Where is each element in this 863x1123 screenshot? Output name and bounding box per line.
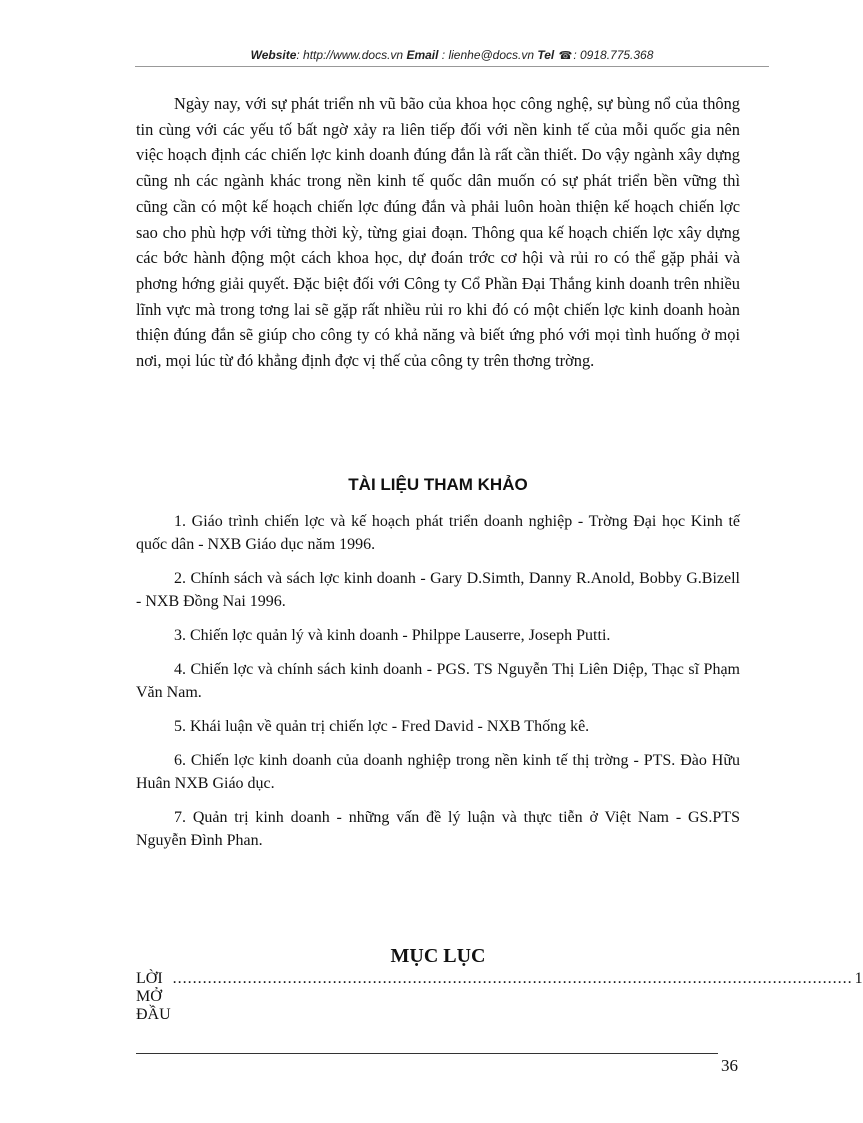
page-number: 36 xyxy=(721,1056,738,1075)
reference-item: 3. Chiến lợc quản lý và kinh doanh - Philppe Lauserre, Joseph Putti. xyxy=(174,627,611,644)
body-paragraph: Ngày nay, với sự phát triển nh vũ bão của khoa học công nghệ, sự bùng nổ của thông tin cùng với các yếu tố bất ngờ xảy ra liên tiếp đối với nền kinh tế của mỗi quốc gia nên việc hoạch định các chiến lợc kinh doanh đúng đắn là rất cần thiết. Do vậy ngành xây dựng cũng nh các ngành khác trong nền kinh tế quốc dân muốn có sự phát triển bền vững thì cũng cần có một kế hoạch chiến lợc đúng đắn và phải luôn hoàn thiện kế hoạch chiến lợc sao cho phù hợp với từng thời kỳ, từng giai đoạn. Thông qua kế hoạch chiến lợc xây dựng các bớc hành động một cách khoa học, dự đoán trớc cơ hội và rủi ro có thể gặp phải và phơng hớng giải quyết. Đặc biệt đối với Công ty Cổ Phần Đại Thắng kinh doanh trên nhiều lĩnh vực mà trong tơng lai sẽ gặp rất nhiều rủi ro khi đó có một chiến lợc kinh doanh hoàn thiện đúng đắn sẽ giúp cho công ty có khả năng và biết ứng phó với mọi tình huống ở mọi nơi, mọi lúc từ đó khẳng định đợc vị thế của công ty trên thơng trờng. xyxy=(136,94,740,371)
reference-item: 5. Khái luận về quản trị chiến lợc - Fred David - NXB Thống kê. xyxy=(174,718,590,735)
tel-value: : 0918.775.368 xyxy=(573,48,654,62)
page-header xyxy=(135,48,769,62)
toc-entry-label: LỜI MỞ ĐẦU xyxy=(136,970,171,1023)
toc-title: MỤC LỤC xyxy=(390,945,486,967)
header-divider xyxy=(135,66,769,67)
email-label: Email xyxy=(406,48,439,62)
reference-item: 2. Chính sách và sách lợc kinh doanh - Gary D.Simth, Danny R.Anold, Bobby G.Bizell - NXB Đồng Nai 1996. xyxy=(136,570,740,610)
footer-divider xyxy=(136,1053,718,1054)
toc-entry[interactable] xyxy=(136,970,863,1024)
reference-item: 7. Quản trị kinh doanh - những vấn đề lý luận và thực tiễn ở Việt Nam - GS.PTS Nguyễn Đình Phan. xyxy=(136,809,740,849)
email-value: : lienhe@docs.vn xyxy=(441,48,535,62)
phone-icon: ☎ xyxy=(558,50,573,62)
reference-item: 6. Chiến lợc kinh doanh của doanh nghiệp trong nền kinh tế thị trờng - PTS. Đào Hữu Huân NXB Giáo dục. xyxy=(136,752,740,792)
tel-label: Tel xyxy=(537,48,555,62)
toc-leader-dots: ........................................................................................................................................ xyxy=(172,970,853,987)
reference-item: 1. Giáo trình chiến lợc và kế hoạch phát triển doanh nghiệp - Trờng Đại học Kinh tế quốc dân - NXB Giáo dục năm 1996. xyxy=(136,513,740,553)
references-title: TÀI LIỆU THAM KHẢO xyxy=(348,475,528,494)
references-list xyxy=(136,510,740,863)
website-label: Website xyxy=(250,48,297,62)
toc-entry-page: 1 xyxy=(854,970,863,987)
website-value: : http://www.docs.vn xyxy=(296,48,404,62)
reference-item: 4. Chiến lợc và chính sách kinh doanh - PGS. TS Nguyễn Thị Liên Diệp, Thạc sĩ Phạm Văn Nam. xyxy=(136,661,740,701)
